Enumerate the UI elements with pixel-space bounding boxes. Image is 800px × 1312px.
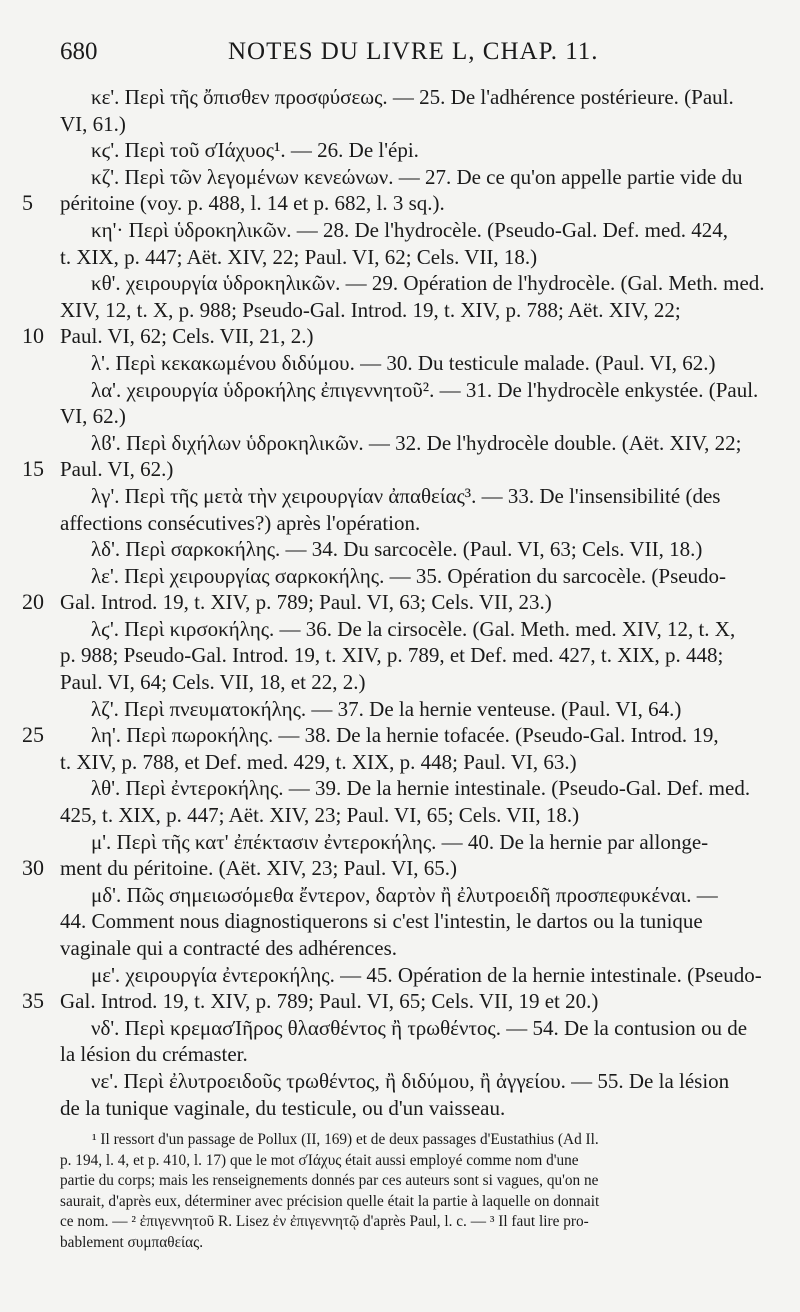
text-line-content: Gal. Introd. 19, t. XIV, p. 789; Paul. VI, 65; Cels. VII, 19 et 20.) — [60, 989, 599, 1014]
footnotes — [60, 1130, 766, 1254]
text-line — [60, 1068, 768, 1095]
text-line-content: λζ'. Περὶ πνευματοκήλης. — 37. De la hernie venteuse. (Paul. VI, 64.) — [91, 696, 682, 721]
footnote-line-content: ce nom. — ² ἐπιγεννητοῦ R. Lisez ἐν ἐπιγεννητῷ d'après Paul, l. c. — ³ Il faut lire pro- — [60, 1213, 589, 1231]
text-line-content: λ'. Περὶ κεκακωμένου διδύμου. — 30. Du testicule malade. (Paul. VI, 62.) — [91, 350, 716, 375]
line-number: 25 — [22, 722, 44, 748]
text-line — [60, 855, 768, 882]
text-line — [60, 483, 768, 510]
text-line — [60, 589, 768, 616]
running-head: NOTES DU LIVRE L, CHAP. 11. — [228, 38, 599, 65]
text-line-content: κη'· Περὶ ὑδροκηλικῶν. — 28. De l'hydrocèle. (Pseudo-Gal. Def. med. 424, — [91, 217, 729, 242]
text-line-content: με'. χειρουργία ἐντεροκήλης. — 45. Opération de la hernie intestinale. (Pseudo- — [91, 962, 762, 987]
text-line — [60, 84, 768, 111]
text-line-content: κϛ'. Περὶ τοῦ σΊάχυος¹. — 26. De l'épi. — [91, 138, 419, 163]
text-line-content: affections consécutives?) après l'opération. — [60, 510, 421, 535]
text-line — [60, 137, 768, 164]
text-line-content: νε'. Περὶ ἐλυτροειδοῦς τρωθέντος, ἢ διδύμου, ἢ ἀγγείου. — 55. De la lésion — [91, 1068, 730, 1093]
line-number: 30 — [22, 855, 44, 881]
page-number: 680 — [60, 38, 98, 65]
footnote-line — [60, 1151, 766, 1172]
text-line-content: λδ'. Περὶ σαρκοκήλης. — 34. Du sarcocèle. (Paul. VI, 63; Cels. VII, 18.) — [91, 537, 703, 562]
text-line — [60, 430, 768, 457]
text-line-content: Paul. VI, 62; Cels. VII, 21, 2.) — [60, 324, 314, 349]
text-line — [60, 403, 768, 430]
text-line-content: κζ'. Περὶ τῶν λεγομένων κενεώνων. — 27. De ce qu'on appelle partie vide du — [91, 164, 743, 189]
footnote-line — [60, 1212, 766, 1233]
text-line — [60, 377, 768, 404]
text-line-content: λϐ'. Περὶ διχήλων ὑδροκηλικῶν. — 32. De l'hydrocèle double. (Aët. XIV, 22; — [91, 430, 742, 455]
text-line — [60, 1095, 768, 1122]
text-line — [60, 749, 768, 776]
text-line — [60, 111, 768, 138]
text-line-content: Paul. VI, 64; Cels. VII, 18, et 22, 2.) — [60, 670, 366, 695]
text-line — [60, 829, 768, 856]
text-line-content: 44. Comment nous diagnostiquerons si c'est l'intestin, le dartos ou la tunique — [60, 909, 703, 934]
text-line-content: la lésion du crémaster. — [60, 1042, 248, 1067]
text-line-content: ment du péritoine. (Aët. XIV, 23; Paul. VI, 65.) — [60, 856, 458, 881]
text-line-content: 425, t. XIX, p. 447; Aët. XIV, 23; Paul. VI, 65; Cels. VII, 18.) — [60, 803, 580, 828]
text-line-content: κε'. Περὶ τῆς ὄπισθεν προσφύσεως. — 25. De l'adhérence postérieure. (Paul. — [91, 85, 734, 109]
text-line — [60, 244, 768, 271]
text-line-content: λϛ'. Περὶ κιρσοκήλης. — 36. De la cirsocèle. (Gal. Meth. med. XIV, 12, t. X, — [91, 616, 736, 641]
text-line-content: t. XIX, p. 447; Aët. XIV, 22; Paul. VI, 62; Cels. VII, 18.) — [60, 244, 538, 269]
text-line — [60, 642, 768, 669]
footnote-line-content: ¹ Il ressort d'un passage de Pollux (II, 169) et de deux passages d'Eustathius (Ad Il. — [92, 1131, 599, 1148]
text-line-content: κθ'. χειρουργία ὑδροκηλικῶν. — 29. Opération de l'hydrocèle. (Gal. Meth. med. — [91, 271, 765, 296]
footnote-line-content: saurait, d'après eux, déterminer avec précision quelle était la partie à laquelle on donnait — [60, 1192, 600, 1210]
text-line-content: p. 988; Pseudo-Gal. Introd. 19, t. XIV, p. 789, et Def. med. 427, t. XIX, p. 448; — [60, 643, 724, 668]
text-line-content: XIV, 12, t. X, p. 988; Pseudo-Gal. Introd. 19, t. XIV, p. 788; Aët. XIV, 22; — [60, 297, 681, 322]
text-line — [60, 908, 768, 935]
text-line — [60, 616, 768, 643]
text-line — [60, 1041, 768, 1068]
text-line-content: μδ'. Πῶς σημειωσόμεθα ἔντερον, δαρτὸν ἢ ἐλυτροειδῆ προσπεφυκέναι. — — [91, 882, 718, 907]
text-line-content: VI, 61.) — [60, 111, 126, 136]
text-line-content: λε'. Περὶ χειρουργίας σαρκοκήλης. — 35. Opération du sarcocèle. (Pseudo- — [91, 563, 727, 588]
footnote-line — [60, 1130, 766, 1151]
text-line — [60, 722, 768, 749]
text-line-content: vaginale qui a contracté des adhérences. — [60, 936, 397, 960]
text-line-content: péritoine (voy. p. 488, l. 14 et p. 682, l. 3 sq.). — [60, 191, 445, 216]
text-line — [60, 536, 768, 563]
text-line-content: t. XIV, p. 788, et Def. med. 429, t. XIX, p. 448; Paul. VI, 63.) — [60, 749, 577, 774]
line-number: 35 — [22, 988, 44, 1014]
text-line — [60, 510, 768, 537]
text-line-content: de la tunique vaginale, du testicule, ou d'un vaisseau. — [60, 1095, 506, 1120]
text-line-content: λη'. Περὶ πωροκήλης. — 38. De la hernie tofacée. (Pseudo-Gal. Introd. 19, — [91, 723, 719, 748]
text-line — [60, 164, 768, 191]
text-line — [60, 456, 768, 483]
text-line — [60, 297, 768, 324]
text-line-content: λθ'. Περὶ ἐντεροκήλης. — 39. De la hernie intestinale. (Pseudo-Gal. Def. med. — [91, 776, 751, 801]
text-line — [60, 1015, 768, 1042]
line-number: 20 — [22, 589, 44, 615]
text-line — [60, 323, 768, 350]
text-line — [60, 882, 768, 909]
text-line — [60, 350, 768, 377]
main-text — [60, 84, 768, 1121]
page-header — [60, 38, 760, 78]
line-number: 10 — [22, 323, 44, 349]
footnote-line — [60, 1171, 766, 1192]
footnote-line — [60, 1233, 766, 1254]
footnote-line-content: bablement συμπαθείας. — [60, 1233, 204, 1251]
text-line — [60, 669, 768, 696]
text-line-content: λγ'. Περὶ τῆς μετὰ τὴν χειρουργίαν ἀπαθείας³. — 33. De l'insensibilité (des — [91, 483, 721, 508]
text-line-content: νδ'. Περὶ κρεμασΊῆρος θλασθέντος ἢ τρωθέντος. — 54. De la contusion ou de — [91, 1015, 748, 1040]
line-number: 15 — [22, 456, 44, 482]
text-line — [60, 190, 768, 217]
footnote-line-content: p. 194, l. 4, et p. 410, l. 17) que le mot σΊάχυς était aussi employé comme nom d'une — [60, 1151, 579, 1169]
text-line — [60, 962, 768, 989]
text-line — [60, 775, 768, 802]
line-number: 5 — [22, 190, 33, 216]
text-line — [60, 217, 768, 244]
text-line-content: Gal. Introd. 19, t. XIV, p. 789; Paul. VI, 63; Cels. VII, 23.) — [60, 590, 552, 615]
footnote-line — [60, 1192, 766, 1213]
text-line — [60, 270, 768, 297]
text-line-content: λα'. χειρουργία ὑδροκήλης ἐπιγεννητοῦ². — 31. De l'hydrocèle enkystée. (Paul. — [91, 377, 759, 402]
footnote-line-content: partie du corps; mais les renseignements donnés par ces auteurs sont si vagues, qu'on ne — [60, 1172, 599, 1190]
text-line-content: VI, 62.) — [60, 404, 126, 429]
text-line — [60, 563, 768, 590]
text-line-content: μ'. Περὶ τῆς κατ' ἐπέκτασιν ἐντεροκήλης. — 40. De la hernie par allonge- — [91, 829, 709, 854]
text-line-content: Paul. VI, 62.) — [60, 457, 174, 482]
text-line — [60, 802, 768, 829]
text-line — [60, 988, 768, 1015]
text-line — [60, 935, 768, 962]
text-line — [60, 696, 768, 723]
